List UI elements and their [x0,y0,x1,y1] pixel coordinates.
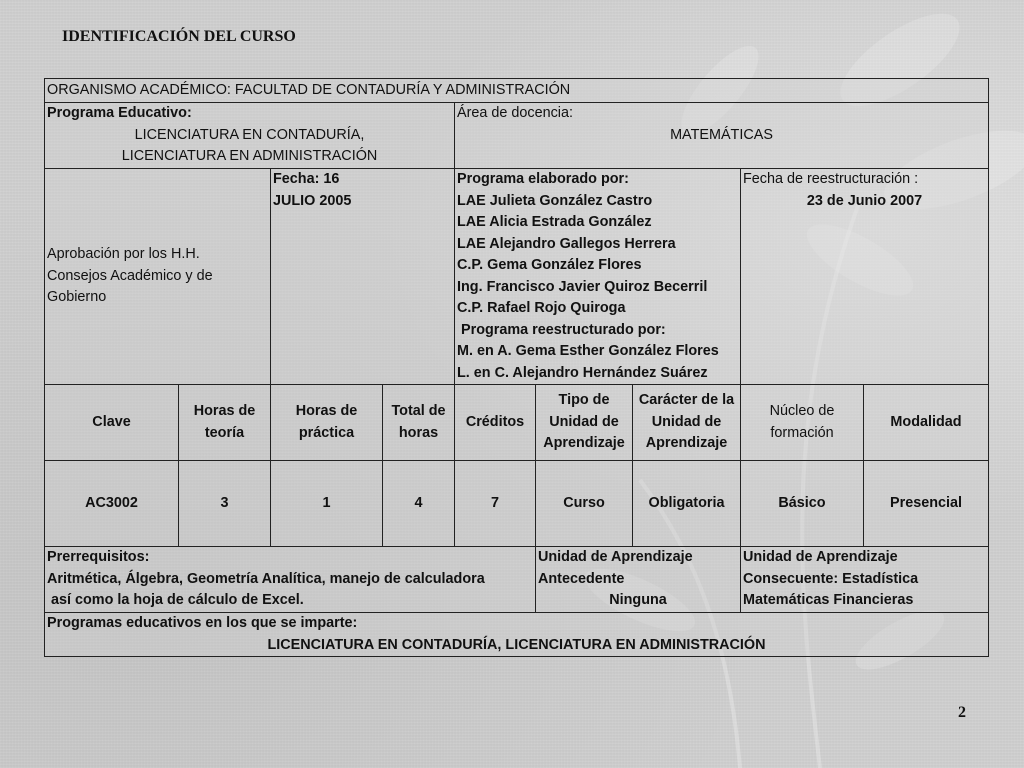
fecha-cell [271,169,455,385]
programa-educativo-label: Programa Educativo: [47,105,192,121]
consecuente-cell [741,547,989,613]
header-line: práctica [298,424,355,441]
header-line: Aprendizaje [543,435,625,452]
elaborado-label: Programa elaborado por: [457,171,629,187]
consecuente-line: Consecuente: Estadística [743,570,919,587]
reestructuracion-cell [741,169,989,385]
author-item: LAE Alicia Estrada González [457,214,652,230]
value-total-horas: 4 [383,461,455,547]
elaborado-cell [455,169,741,385]
value-tipo: Curso [536,461,633,547]
reestructurado-label: Programa reestructurado por: [461,321,666,338]
consecuente-line: Matemáticas Financieras [743,592,914,608]
header-line: Carácter de la [638,392,735,409]
header-creditos [455,385,536,461]
header-line: Núcleo de [769,403,835,419]
header-line: teoría [204,424,245,441]
area-docencia-value: MATEMÁTICAS [670,126,773,143]
header-horas-teoria [179,385,271,461]
area-docencia-cell [455,103,989,169]
header-tipo [536,385,633,461]
header-creditos-label: Créditos [465,413,525,430]
header-line: formación [770,424,834,441]
org-cell [45,79,989,103]
header-nucleo [741,385,864,461]
programa-educativo-line: LICENCIATURA EN ADMINISTRACIÓN [121,148,378,164]
programas-imparte-label: Programas educativos en los que se imparte: [47,615,358,631]
value-horas-teoria: 3 [179,461,271,547]
value-nucleo: Básico [741,461,864,547]
value-clave: AC3002 [45,461,179,547]
header-line: Horas de [295,403,358,419]
course-identification-table [44,78,989,657]
org-label: ORGANISMO ACADÉMICO: FACULTAD DE CONTADURÍA Y ADMINISTRACIÓN [47,81,571,98]
author-item: LAE Alejandro Gallegos Herrera [457,235,676,252]
programa-educativo-line: LICENCIATURA EN CONTADURÍA, [134,126,365,143]
prerrequisitos-label: Prerrequisitos: [47,549,150,565]
header-modalidad-label: Modalidad [890,413,962,430]
programas-imparte-cell [45,613,989,657]
aprobacion-line: Gobierno [47,289,107,306]
author-item: C.P. Rafael Rojo Quiroga [457,300,626,316]
author-item: Ing. Francisco Javier Quiroz Becerril [457,278,708,295]
prerrequisitos-cell [45,547,536,613]
antecedente-cell [536,547,741,613]
value-modalidad: Presencial [864,461,989,547]
antecedente-value: Ninguna [609,592,667,608]
consecuente-line: Unidad de Aprendizaje [743,549,898,565]
fecha-line-1: Fecha: 16 [273,171,340,187]
area-docencia-label: Área de docencia: [457,105,574,121]
header-clave-label: Clave [92,413,131,430]
prerrequisitos-line: Aritmética, Álgebra, Geometría Analítica, manejo de calculadora [47,570,485,587]
header-line: horas [398,424,439,441]
aprobacion-cell [45,169,271,385]
programa-educativo-cell [45,103,455,169]
header-line: Total de [391,403,446,419]
header-line: Tipo de [558,392,610,409]
antecedente-line: Antecedente [538,570,625,587]
value-horas-practica: 1 [271,461,383,547]
header-line: Unidad de [651,413,722,430]
header-modalidad [864,385,989,461]
value-creditos: 7 [455,461,536,547]
programas-imparte-value: LICENCIATURA EN CONTADURÍA, LICENCIATURA EN ADMINISTRACIÓN [267,636,766,653]
reestructurado-item: M. en A. Gema Esther González Flores [457,343,719,359]
author-item: C.P. Gema González Flores [457,257,642,273]
aprobacion-line: Aprobación por los H.H. [47,246,200,263]
header-line: Aprendizaje [645,435,728,452]
header-line: Horas de [193,403,256,419]
header-clave [45,385,179,461]
fecha-line-2: JULIO 2005 [273,192,352,209]
aprobacion-line: Consejos Académico y de [47,267,213,284]
header-total-horas [383,385,455,461]
page-number: 2 [958,704,966,721]
header-horas-practica [271,385,383,461]
slide-title: IDENTIFICACIÓN DEL CURSO [62,28,296,45]
value-caracter: Obligatoria [633,461,741,547]
header-caracter [633,385,741,461]
antecedente-line: Unidad de Aprendizaje [538,549,693,565]
author-item: LAE Julieta González Castro [457,192,653,209]
reestructuracion-label: Fecha de reestructuración : [743,171,919,187]
prerrequisitos-line: así como la hoja de cálculo de Excel. [47,592,304,608]
header-line: Unidad de [549,413,619,430]
reestructurado-item: L. en C. Alejandro Hernández Suárez [457,364,708,381]
reestructuracion-value: 23 de Junio 2007 [806,192,923,209]
